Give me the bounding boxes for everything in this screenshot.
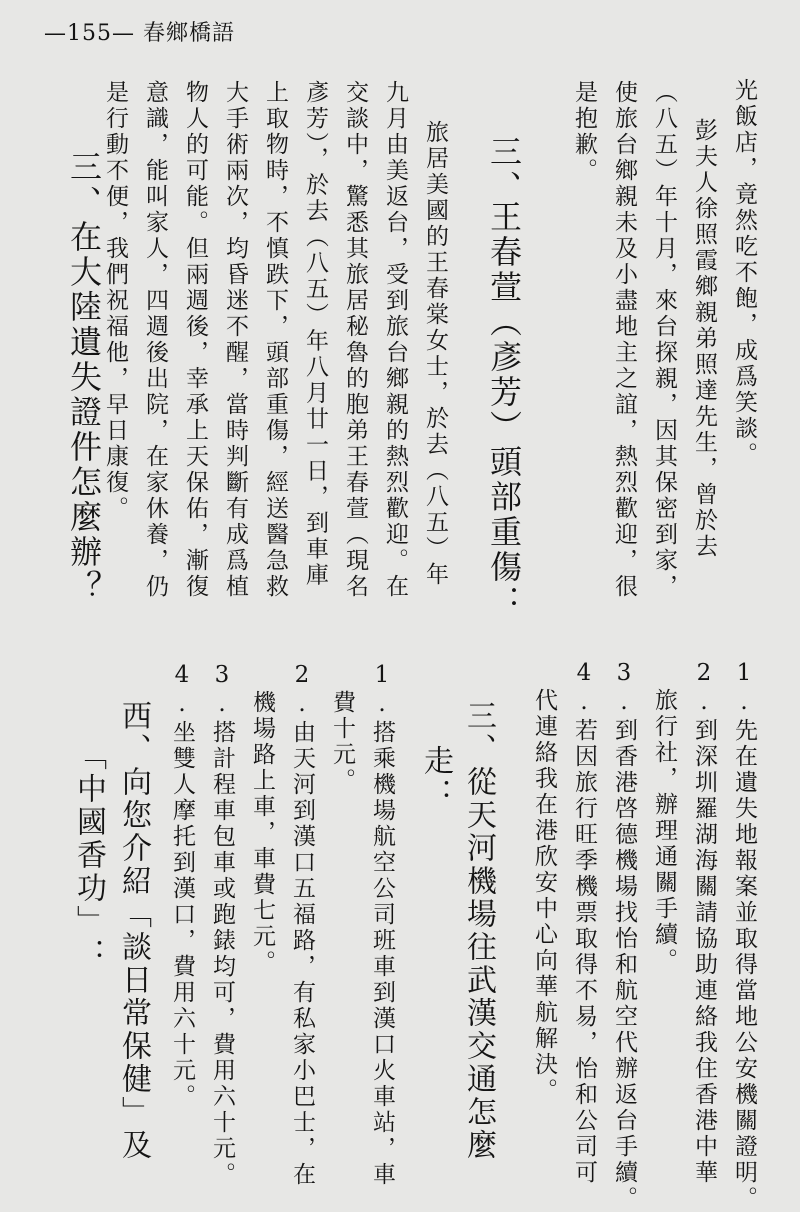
paragraph-line: 是行動不便，我們祝福他，早日康復。 (102, 80, 128, 522)
paragraph-line: 彥芳），於去（八五）年八月廿一日，到車庫 (302, 80, 328, 589)
list-item: 3.到香港啓德機場找怡和航空代辦返台手續。 (611, 660, 637, 1212)
paragraph-line: 彭夫人徐照霞鄉親弟照達先生，曾於去 (691, 118, 717, 560)
section-heading: 西、向您介紹「談日常保健」及 (116, 700, 151, 1162)
section-heading: 三、從天河機場往武漢交通怎麼 (461, 700, 496, 1162)
list-item: 機場路上車，車費七元。 (249, 690, 275, 976)
list-item: 2.到深圳羅湖海關請協助連絡我住香港中華 (691, 660, 717, 1186)
running-header: —155— 春鄉橋語 (44, 21, 235, 46)
list-item: 3.搭計程車包車或跑錶均可，費用六十元。 (209, 662, 235, 1188)
list-item: 1.搭乘機場航空公司班車到漢口火車站，車 (369, 662, 395, 1188)
section-heading-number: 三、 (485, 135, 523, 205)
section-heading: 「中國香功」： (71, 740, 106, 971)
list-item: 1.先在遺失地報案並取得當地公安機關證明。 (731, 660, 757, 1212)
list-item: 費十元。 (329, 690, 355, 794)
list-item: 4.若因旅行旺季機票取得不易，怡和公司可 (571, 660, 597, 1186)
paragraph-line: 上取物時，不慎跌下，頭部重傷，經送醫急救 (262, 80, 288, 600)
section-heading: 王春萱（彥芳）頭部重傷： (485, 200, 523, 620)
paragraph-line: 物人的可能。但兩週後，幸承上天保佑，漸復 (182, 80, 208, 600)
paragraph-line: 大手術兩次，均昏迷不醒，當時判斷有成爲植 (222, 80, 248, 600)
paragraph-line: 光飯店，竟然吃不飽，成爲笑談。 (731, 78, 757, 468)
paragraph-line: 旅居美國的王春棠女士，於去（八五）年 (422, 120, 448, 588)
section-heading: 走： (418, 745, 453, 811)
paragraph-line: 是抱歉。 (571, 80, 597, 184)
paragraph-line: 意識，能叫家人，四週後出院，在家休養，仍 (142, 80, 168, 600)
list-item: 2.由天河到漢口五福路，有私家小巴士，在 (289, 662, 315, 1188)
list-item: 旅行社，辦理通關手續。 (651, 688, 677, 974)
paragraph-line: 使旅台鄉親未及小盡地主之誼，熱烈歡迎，很 (611, 80, 637, 600)
paragraph-line: 交談中，驚悉其旅居秘魯的胞弟王春萱（現名 (342, 80, 368, 600)
section-heading: 三、在大陸遺失證件怎麼辦？ (65, 150, 103, 605)
list-item: 4.坐雙人摩托到漢口，費用六十元。 (169, 662, 195, 1110)
list-item: 代連絡我在港欣安中心向華航解決。 (531, 688, 557, 1104)
paragraph-line: （八五）年十月，來台探親，因其保密到家， (651, 80, 677, 600)
paragraph-line: 九月由美返台，受到旅台鄉親的熱烈歡迎。在 (382, 80, 408, 600)
